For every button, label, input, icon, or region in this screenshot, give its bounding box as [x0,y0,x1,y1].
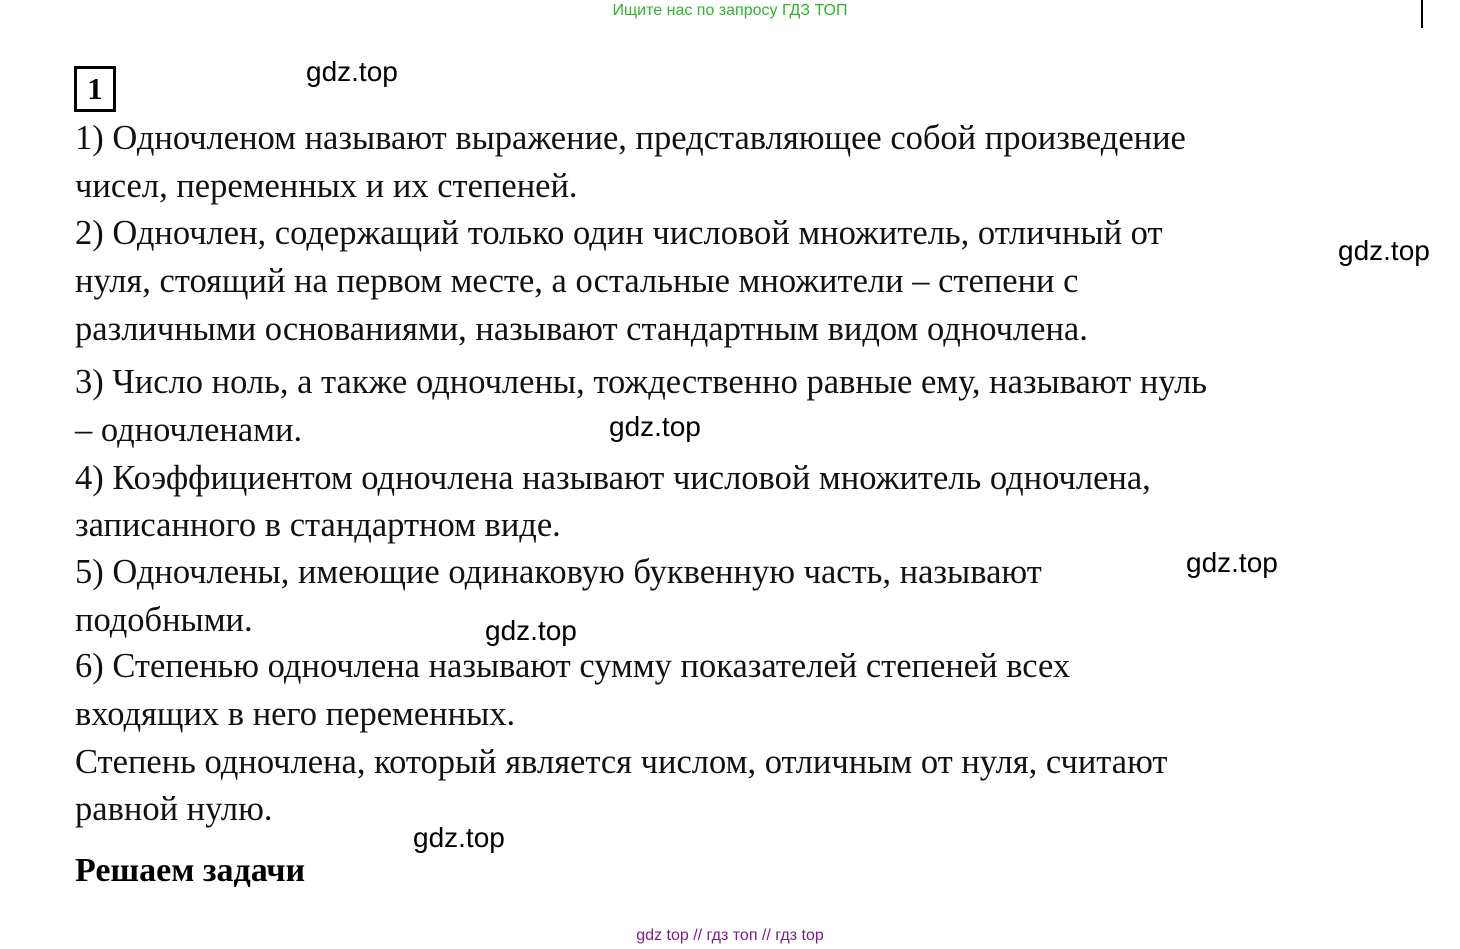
watermark: gdz.top [609,411,701,442]
definition-line-8: 4) Коэффициентом одночлена называют числовой множитель одночлена, [75,459,1151,497]
task-number-box: 1 [74,66,116,112]
definition-line-13: входящих в него переменных. [75,695,516,733]
definition-line-5: различными основаниями, называют стандартным видом одночлена. [75,310,1088,348]
definition-line-4: нуля, стоящий на первом месте, а остальные множители – степени с [75,262,1079,300]
definition-line-9: записанного в стандартном виде. [75,506,561,544]
definition-line-3: 2) Одночлен, содержащий только один числовой множитель, отличный от [75,214,1163,252]
watermark: gdz.top [485,615,577,646]
definition-line-6: 3) Число ноль, а также одночлены, тождественно равные ему, называют нуль [75,363,1208,401]
definition-line-11: подобными. [75,601,253,639]
definition-line-7: – одночленами. [75,411,303,449]
watermark: gdz.top [306,56,398,87]
definition-line-14: Степень одночлена, который является числом, отличным от нуля, считают [75,743,1168,781]
definition-line-12: 6) Степенью одночлена называют сумму показателей степеней всех [75,647,1071,685]
watermark: gdz.top [413,822,505,853]
definition-line-10: 5) Одночлены, имеющие одинаковую буквенную часть, называют [75,553,1042,591]
definition-line-2: чисел, переменных и их степеней. [75,167,578,205]
footer-links[interactable]: gdz top // гдз топ // гдз top [636,927,824,944]
watermark: gdz.top [1186,547,1278,578]
section-heading: Решаем задачи [75,852,306,889]
top-banner[interactable]: Ищите нас по запросу ГДЗ ТОП [612,2,848,19]
definition-line-15: равной нулю. [75,790,273,828]
page-edge-line [1421,0,1423,28]
watermark: gdz.top [1338,235,1430,266]
definition-line-1: 1) Одночленом называют выражение, представляющее собой произведение [75,119,1186,157]
